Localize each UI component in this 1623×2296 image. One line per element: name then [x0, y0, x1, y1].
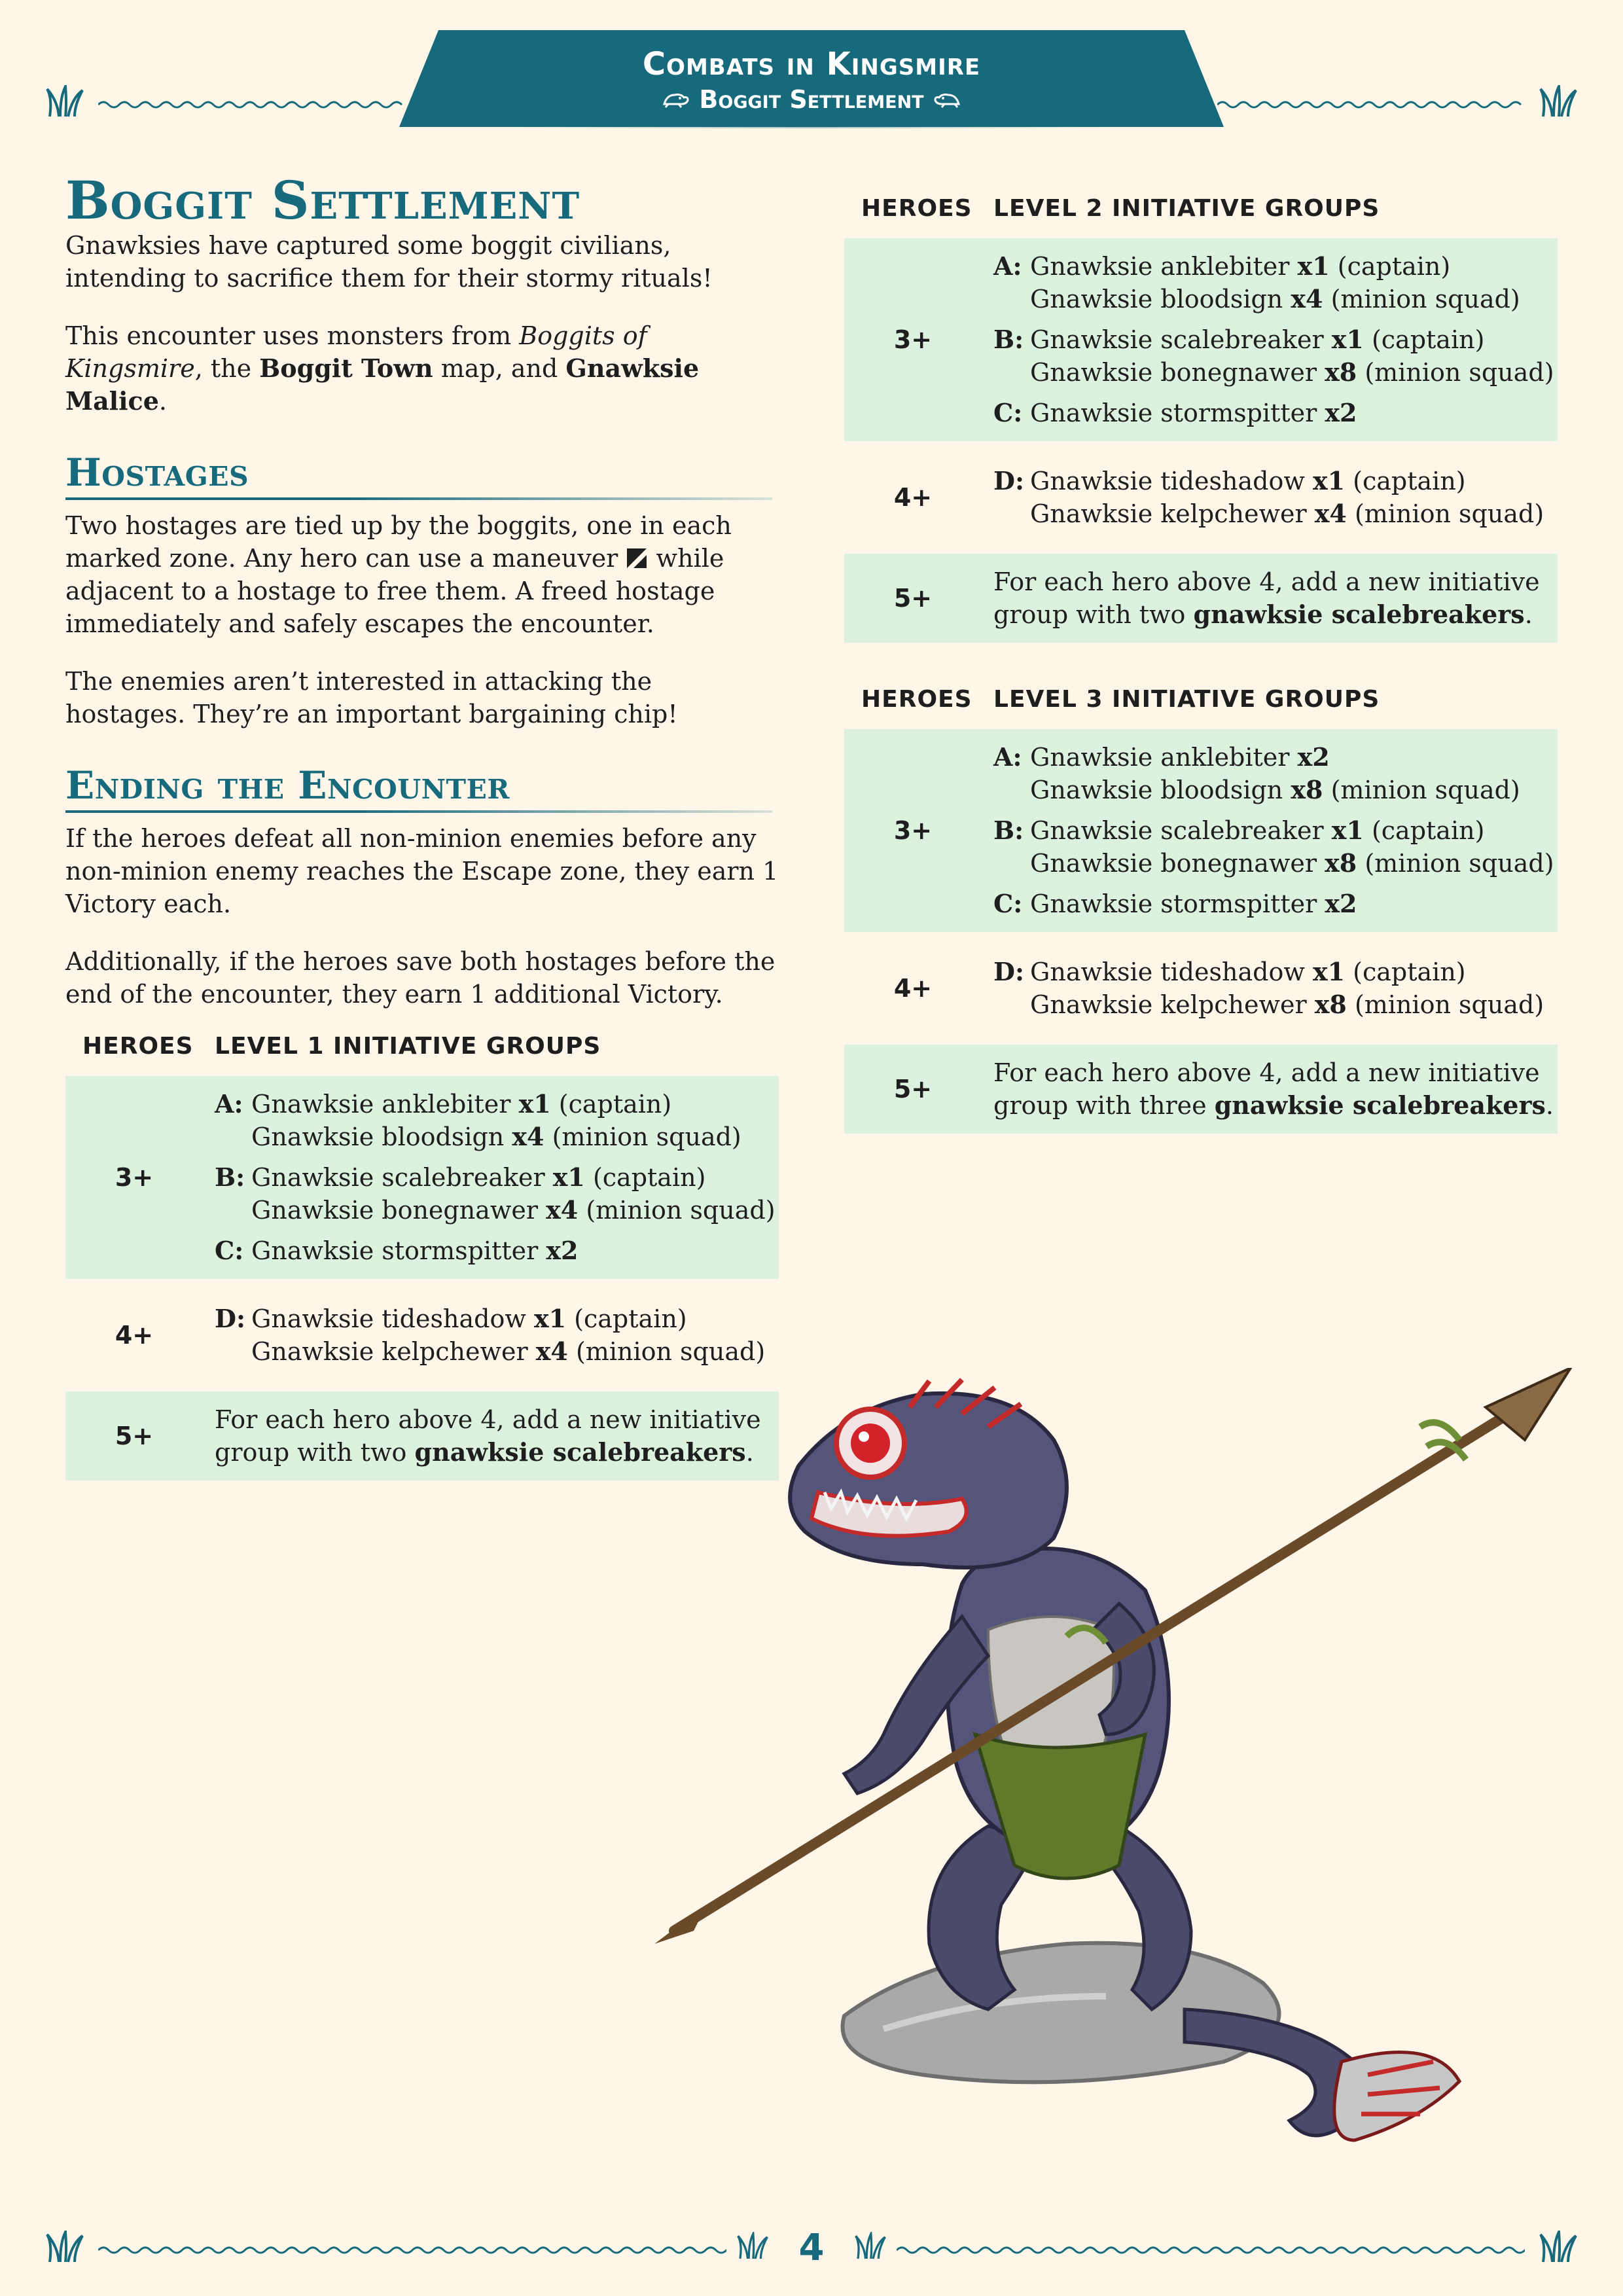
monster-name: Gnawksie kelpchewer	[251, 1337, 528, 1366]
heroes-count: 3+	[893, 816, 933, 845]
monster-line	[1030, 465, 1558, 497]
section-title: Boggit Settlement	[65, 170, 580, 231]
column-groups: LEVEL 1 INITIATIVE GROUPS	[215, 1033, 601, 1060]
monster-role: (minion squad)	[1354, 990, 1544, 1019]
ending-paragraph-2: Additionally, if the heroes save both hostages before the end of the encounter, they earn 1 additional Victory.	[65, 947, 776, 1009]
monster-count: x1	[533, 1304, 567, 1333]
header-subtitle	[399, 85, 1224, 114]
note-text: For each hero above 4, add a new initiative group with two	[215, 1405, 761, 1467]
hostages-heading: Hostages	[65, 450, 249, 495]
monster-name: Gnawksie bonegnawer	[1030, 358, 1317, 387]
column-heroes: HEROES	[82, 1033, 194, 1060]
maneuver-icon	[626, 545, 648, 567]
monster-count: x1	[1331, 816, 1364, 845]
gnawksie-illustration	[648, 1368, 1577, 2173]
monster-count: x2	[546, 1236, 579, 1265]
scaling-note	[993, 565, 1558, 631]
initiative-group	[993, 814, 1558, 880]
monster-count: x2	[1297, 742, 1330, 772]
monster-count: x2	[1325, 889, 1357, 918]
monster-line	[1030, 283, 1558, 315]
note-end: .	[1524, 600, 1533, 629]
hostages-p1-pre: Two hostages are tied up by the boggits, one in each marked zone. Any hero can use a maneuver	[65, 511, 732, 573]
monster-name: Gnawksie tideshadow	[1030, 467, 1305, 495]
frog-icon	[933, 86, 961, 106]
frog-icon	[662, 86, 690, 106]
ending-paragraph-1: If the heroes defeat all non-minion enemies before any non-minion enemy reaches the Escape zone, they earn 1 Victory each.	[65, 824, 779, 918]
table-row	[65, 1291, 779, 1380]
header-title: Combats in Kingsmire	[642, 46, 981, 82]
monster-line	[251, 1161, 779, 1194]
row-content	[993, 453, 1558, 542]
group-letter: C:	[993, 398, 1023, 427]
monster-role: (captain)	[574, 1304, 687, 1333]
monster-role: (captain)	[592, 1163, 706, 1192]
table-row	[844, 453, 1558, 542]
initiative-group	[993, 888, 1558, 920]
monster-line	[1030, 814, 1558, 847]
monster-role: (minion squad)	[586, 1196, 776, 1225]
uses-malice: Gnawksie Malice	[65, 353, 700, 416]
monster-count: x8	[1325, 357, 1357, 387]
note-bold: gnawksie scalebreakers	[1214, 1090, 1546, 1120]
monster-line	[1030, 250, 1558, 283]
left-column	[65, 171, 779, 1011]
uses-mid1: , the	[194, 354, 260, 383]
monster-count: x1	[1312, 957, 1346, 986]
column-heroes: HEROES	[861, 686, 972, 713]
group-letter: B:	[215, 1162, 245, 1192]
ending-rule	[65, 810, 772, 813]
row-content	[993, 554, 1558, 643]
group-letter: D:	[993, 957, 1024, 986]
initiative-group	[215, 1161, 779, 1227]
monster-name: Gnawksie kelpchewer	[1030, 990, 1307, 1019]
monster-name: Gnawksie stormspitter	[251, 1236, 539, 1265]
ending-heading: Ending the Encounter	[65, 763, 510, 808]
row-content	[993, 944, 1558, 1033]
monster-line	[251, 1121, 779, 1153]
monster-line	[1030, 741, 1558, 774]
monster-line	[251, 1335, 779, 1368]
wave-divider-top-right	[1217, 98, 1525, 111]
heroes-count: 4+	[893, 483, 933, 512]
table-header	[844, 187, 1558, 226]
uses-end: .	[158, 387, 167, 416]
monster-line	[251, 1088, 779, 1121]
group-letter: B:	[993, 816, 1024, 845]
group-letter: D:	[215, 1304, 245, 1333]
monster-name: Gnawksie tideshadow	[251, 1304, 526, 1333]
hostages-paragraph-1	[65, 509, 779, 640]
column-heroes: HEROES	[861, 195, 972, 222]
initiative-group	[215, 1088, 779, 1153]
monster-name: Gnawksie bloodsign	[251, 1122, 505, 1151]
group-letter: A:	[993, 742, 1022, 772]
hostages-paragraph-2: The enemies aren’t interested in attacking the hostages. They’re an important bargaining chip!	[65, 667, 678, 728]
heroes-count: 3+	[893, 325, 933, 354]
group-letter: C:	[993, 889, 1023, 918]
monster-role: (minion squad)	[1330, 776, 1520, 804]
level-3-initiative-table	[844, 678, 1558, 1134]
wave-divider-bottom-right	[897, 2244, 1525, 2257]
group-letter: A:	[993, 251, 1022, 281]
monster-line	[1030, 988, 1558, 1021]
uses-pre: This encounter uses monsters from	[65, 321, 520, 350]
column-groups: LEVEL 3 INITIATIVE GROUPS	[993, 686, 1380, 713]
monster-name: Gnawksie scalebreaker	[1030, 816, 1324, 845]
table-row	[844, 238, 1558, 441]
monster-line	[1030, 356, 1558, 389]
table-row	[65, 1076, 779, 1279]
grass-tuft-icon	[1539, 85, 1577, 118]
grass-tuft-icon	[1539, 2231, 1577, 2263]
row-content	[993, 238, 1558, 441]
monster-role: (captain)	[1353, 958, 1466, 986]
heroes-count: 5+	[115, 1422, 154, 1450]
note-bold: gnawksie scalebreakers	[414, 1437, 746, 1467]
monster-role: (minion squad)	[1354, 499, 1544, 528]
header-banner	[399, 30, 1224, 128]
group-letter: A:	[215, 1089, 243, 1119]
monster-count: x8	[1291, 775, 1323, 804]
monster-line	[1030, 497, 1558, 530]
monster-name: Gnawksie stormspitter	[1030, 889, 1317, 918]
table-header	[65, 1025, 779, 1064]
initiative-group	[993, 250, 1558, 315]
uses-mid2: map, and	[433, 354, 566, 383]
initiative-group	[215, 1302, 779, 1368]
monster-count: x1	[552, 1162, 585, 1192]
scaling-note	[993, 1056, 1558, 1122]
monster-count: x1	[1331, 325, 1364, 354]
monster-role: (minion squad)	[1330, 285, 1520, 314]
initiative-group	[993, 397, 1558, 429]
monster-name: Gnawksie anklebiter	[1030, 743, 1290, 772]
wave-divider-top-left	[98, 98, 406, 111]
monster-role: (captain)	[1337, 252, 1451, 281]
note-text: For each hero above 4, add a new initiative group with three	[993, 1058, 1540, 1120]
table-header	[844, 678, 1558, 717]
monster-name: Gnawksie bonegnawer	[1030, 849, 1317, 878]
monster-count: x2	[1325, 398, 1357, 427]
monster-name: Gnawksie anklebiter	[251, 1090, 511, 1119]
grass-tuft-icon	[737, 2232, 768, 2261]
monster-count: x4	[535, 1336, 568, 1366]
initiative-group	[993, 956, 1558, 1021]
heroes-count: 4+	[115, 1321, 154, 1350]
monster-count: x4	[1291, 284, 1323, 314]
note-text: For each hero above 4, add a new initiative group with two	[993, 567, 1540, 629]
monster-count: x1	[1297, 251, 1330, 281]
heroes-count: 5+	[893, 584, 933, 613]
heroes-count: 5+	[893, 1075, 933, 1103]
table-row	[844, 1045, 1558, 1134]
monster-role: (captain)	[1353, 467, 1466, 495]
grass-tuft-icon	[855, 2232, 886, 2261]
row-content	[993, 729, 1558, 932]
monster-role: (captain)	[1371, 816, 1485, 845]
monster-line	[1030, 847, 1558, 880]
monster-line	[1030, 397, 1558, 429]
monster-name: Gnawksie stormspitter	[1030, 399, 1317, 427]
monster-name: Gnawksie bloodsign	[1030, 776, 1283, 804]
wave-divider-bottom-left	[98, 2244, 726, 2257]
monster-count: x4	[1314, 499, 1347, 528]
hostages-rule	[65, 497, 772, 500]
note-bold: gnawksie scalebreakers	[1193, 600, 1525, 629]
table-row	[844, 729, 1558, 932]
monster-role: (minion squad)	[1364, 849, 1554, 878]
heroes-count: 4+	[893, 974, 933, 1003]
monster-line	[1030, 774, 1558, 806]
uses-map: Boggit Town	[259, 353, 433, 383]
table-row	[844, 944, 1558, 1033]
row-content	[993, 1045, 1558, 1134]
grass-tuft-icon	[46, 2231, 84, 2263]
monster-line	[1030, 323, 1558, 356]
monster-count: x8	[1325, 848, 1357, 878]
initiative-group	[993, 465, 1558, 530]
monster-line	[1030, 956, 1558, 988]
row-content	[215, 1076, 779, 1279]
monster-role: (minion squad)	[552, 1122, 741, 1151]
column-groups: LEVEL 2 INITIATIVE GROUPS	[993, 195, 1380, 222]
monster-name: Gnawksie scalebreaker	[1030, 325, 1324, 354]
uses-paragraph	[65, 319, 779, 418]
note-end: .	[745, 1438, 754, 1467]
monster-count: x1	[1312, 466, 1346, 495]
monster-count: x4	[512, 1122, 544, 1151]
group-letter: C:	[215, 1236, 244, 1265]
intro-paragraph: Gnawksies have captured some boggit civilians, intending to sacrifice them for their stormy rituals!	[65, 231, 713, 293]
monster-role: (captain)	[1371, 325, 1485, 354]
monster-line	[251, 1234, 779, 1267]
row-content	[215, 1291, 779, 1380]
initiative-group	[215, 1234, 779, 1267]
uses-book: Boggits of Kingsmire	[65, 321, 647, 383]
monster-name: Gnawksie bonegnawer	[251, 1196, 539, 1225]
monster-line	[251, 1302, 779, 1335]
monster-line	[251, 1194, 779, 1227]
page-number: 4	[798, 2227, 825, 2269]
group-letter: B:	[993, 325, 1024, 354]
heroes-count: 3+	[115, 1163, 154, 1192]
initiative-group	[993, 741, 1558, 806]
note-end: .	[1545, 1091, 1554, 1120]
monster-role: (minion squad)	[1364, 358, 1554, 387]
grass-tuft-icon	[46, 85, 84, 118]
monster-name: Gnawksie tideshadow	[1030, 958, 1305, 986]
table-row	[844, 554, 1558, 643]
monster-name: Gnawksie scalebreaker	[251, 1163, 545, 1192]
level-2-initiative-table	[844, 187, 1558, 643]
monster-role: (captain)	[558, 1090, 672, 1119]
monster-role: (minion squad)	[575, 1337, 766, 1366]
monster-count: x8	[1314, 990, 1347, 1019]
monster-count: x1	[518, 1089, 551, 1119]
monster-line	[1030, 888, 1558, 920]
monster-count: x4	[546, 1195, 579, 1225]
monster-name: Gnawksie kelpchewer	[1030, 499, 1307, 528]
monster-name: Gnawksie bloodsign	[1030, 285, 1283, 314]
monster-name: Gnawksie anklebiter	[1030, 252, 1290, 281]
header-subtitle-text: Boggit Settlement	[699, 85, 924, 114]
group-letter: D:	[993, 466, 1024, 495]
hostages-p1-post: while adjacent to a hostage to free them. A freed hostage immediately and safely escapes the encounter.	[65, 544, 724, 638]
initiative-group	[993, 323, 1558, 389]
